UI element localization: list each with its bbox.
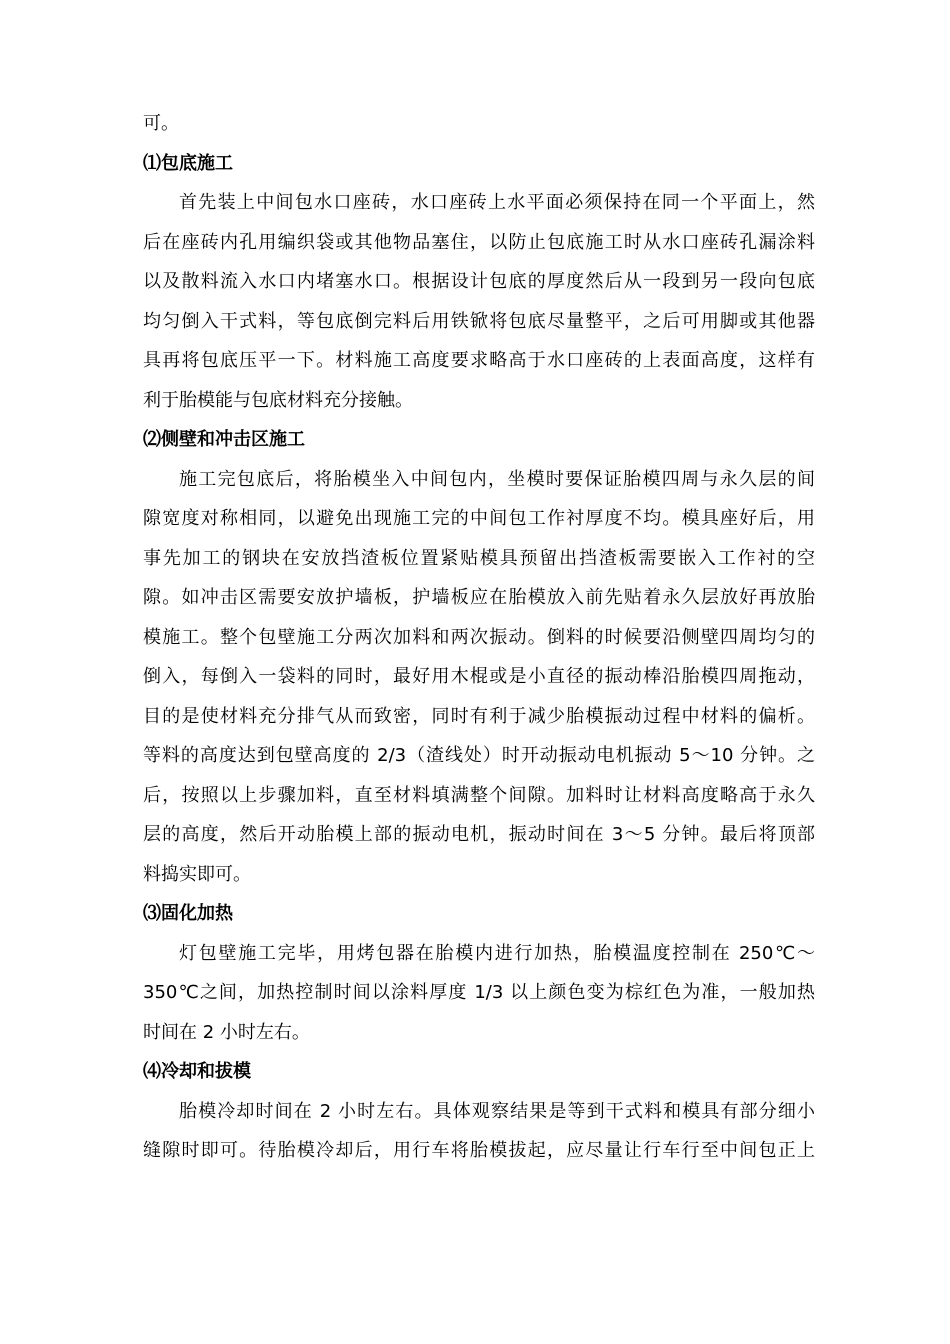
paragraph-line: 隙宽度对称相同，以避免出现施工完的中间包工作衬厚度不均。模具座好后，用 — [143, 508, 815, 529]
section-heading: ⑴包底施工 — [143, 152, 233, 174]
section-heading: ⑵侧壁和冲击区施工 — [143, 429, 305, 450]
paragraph-first-line: 胎模冷却时间在 2 小时左右。具体观察结果是等到干式料和模具有部分细小 — [179, 1100, 815, 1122]
paragraph-line: 等料的高度达到包壁高度的 2/3（渣线处）时开动振动电机振动 5～10 分钟。之 — [143, 745, 815, 766]
paragraph-line: 后在座砖内孔用编织袋或其他物品塞住，以防止包底施工时从水口座砖孔漏涂料 — [143, 231, 815, 253]
paragraph-line: 具再将包底压平一下。材料施工高度要求略高于水口座砖的上表面高度，这样有 — [143, 350, 815, 371]
section-heading: ⑶固化加热 — [143, 903, 233, 924]
paragraph-line: 均匀倒入干式料，等包底倒完料后用铁锨将包底尽量整平，之后可用脚或其他器 — [143, 310, 815, 332]
paragraph-line: 层的高度，然后开动胎模上部的振动电机，振动时间在 3～5 分钟。最后将顶部 — [143, 824, 815, 845]
paragraph-first-line: 施工完包底后，将胎模坐入中间包内，坐模时要保证胎模四周与永久层的间 — [179, 468, 815, 490]
paragraph-line: 后，按照以上步骤加料，直至材料填满整个间隙。加料时让材料高度略高于永久 — [143, 784, 815, 806]
paragraph-line: 模施工。整个包壁施工分两次加料和两次振动。倒料的时候要沿侧壁四周均匀的 — [143, 626, 815, 648]
paragraph-last-line: 时间在 2 小时左右。 — [143, 1021, 310, 1043]
paragraph-line: 350℃之间，加热控制时间以涂料厚度 1/3 以上颜色变为棕红色为准，一般加热 — [143, 982, 815, 1003]
paragraph-line: 事先加工的钢块在安放挡渣板位置紧贴模具预留出挡渣板需要嵌入工作衬的空 — [143, 547, 815, 569]
document-body — [143, 104, 815, 1171]
paragraph-last-line: 可。 — [143, 113, 179, 134]
paragraph-line: 目的是使材料充分排气从而致密，同时有利于减少胎模振动过程中材料的偏析。 — [143, 705, 815, 727]
paragraph-last-line: 利于胎模能与包底材料充分接触。 — [143, 389, 413, 411]
paragraph-first-line: 灯包壁施工完毕，用烤包器在胎模内进行加热，胎模温度控制在 250℃～ — [179, 942, 815, 964]
paragraph-line: 倒入，每倒入一袋料的同时，最好用木棍或是小直径的振动棒沿胎模四周拖动， — [143, 666, 815, 687]
paragraph-last-line: 料捣实即可。 — [143, 863, 251, 885]
paragraph-line: 隙。如冲击区需要安放护墙板，护墙板应在胎模放入前先贴着永久层放好再放胎 — [143, 587, 815, 608]
paragraph-line: 以及散料流入水口内堵塞水口。根据设计包底的厚度然后从一段到另一段向包底 — [143, 271, 815, 292]
paragraph-first-line: 首先装上中间包水口座砖，水口座砖上水平面必须保持在同一个平面上，然 — [179, 192, 815, 213]
section-heading: ⑷冷却和拔模 — [143, 1061, 251, 1082]
paragraph-line: 缝隙时即可。待胎模冷却后，用行车将胎模拔起，应尽量让行车行至中间包正上 — [143, 1140, 815, 1161]
